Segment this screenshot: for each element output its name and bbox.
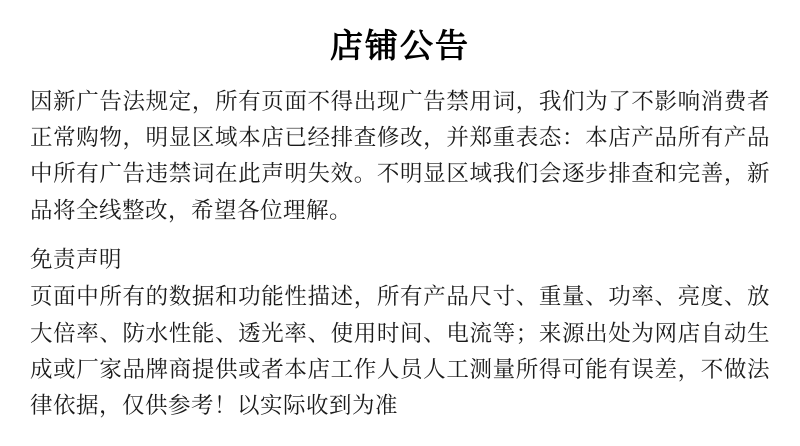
page-title: 店铺公告 — [330, 27, 470, 64]
disclaimer-heading: 免责声明 — [30, 247, 123, 273]
notice-body — [30, 84, 770, 425]
notice-paragraph: 因新广告法规定，所有页面不得出现广告禁用词，我们为了不影响消费者正常购物，明显区域本店已经排查修改，并郑重表态：本店产品所有产品中所有广告违禁词在此声明失效。不明显区域我们会逐步排查和完善，新品将全线整改，希望各位理解。 — [30, 88, 770, 223]
disclaimer-paragraph: 页面中所有的数据和功能性描述，所有产品尺寸、重量、功率、亮度、放大倍率、防水性能、透光率、使用时间、电流等；来源出处为网店自动生成或厂家品牌商提供或者本店工作人员人工测量所得可能有误差，不做法律依据，仅供参考！以实际收到为准 — [30, 284, 770, 419]
